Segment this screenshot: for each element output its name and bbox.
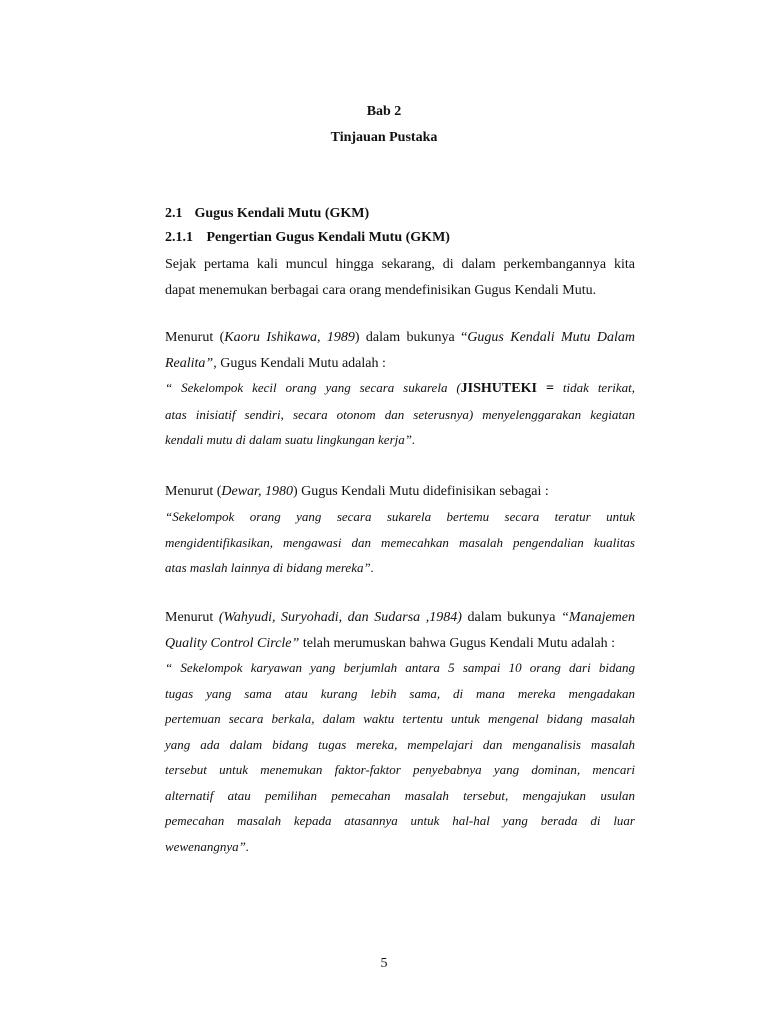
quote-line: wewenangnya”. [165,838,250,854]
definition-1-line [165,325,635,351]
citation-author: Dewar, 1980 [221,484,293,499]
quote-line: “Sekelompok orang yang secara sukarela bertemu secara teratur untuk [165,509,635,524]
subsection-heading [165,230,450,246]
book-title: “Manajemen [561,610,636,625]
subsection-title: Pengertian Gugus Kendali Mutu (GKM) [206,230,450,245]
quote-line: atas maslah lainnya di bidang mereka”. [165,560,374,575]
quote-line: tersebut untuk menemukan faktor-faktor penyebabnya yang dominan, mencari [165,762,635,777]
definition-2-line [165,479,635,505]
chapter-title: Tinjauan Pustaka [330,130,438,145]
text-mid: dalam bukunya [467,610,556,625]
definition-3-line [165,605,635,631]
intro-paragraph [165,252,635,303]
text-mid: ) dalam bukunya “ [354,330,468,345]
definition-1-line [165,351,635,377]
definition-3-line [165,631,635,657]
quote-line: kendali mutu di dalam suatu lingkungan kerja”. [165,432,416,447]
quote-line: atas inisiatif sendiri, secara otonom dan seterusnya) menyelenggarakan kegiatan [165,406,635,422]
quote-line: “ Sekelompok karyawan yang berjumlah antara 5 sampai 10 orang dari bidang [165,660,635,675]
page-number: 5 [380,956,388,971]
quote-line: mengidentifikasikan, mengawasi dan memecahkan masalah pengendalian kualitas [165,534,635,550]
quote-line: alternatif atau pemilihan pemecahan masalah tersebut, mengajukan usulan [165,787,635,803]
definition-3-quote [165,655,635,859]
intro-line: dapat menemukan berbagai cara orang mendefinisikan Gugus Kendali Mutu. [165,282,597,298]
definition-2-intro [165,479,635,505]
text-tail: , Gugus Kendali Mutu adalah : [213,355,386,371]
definition-3-intro [165,605,635,656]
quote-line: pertemuan secara berkala, dalam waktu tertentu untuk mengenal bidang masalah [165,711,635,726]
quote-line: yang ada dalam bidang tugas mereka, mempelajari dan menganalisis masalah [165,736,635,752]
text-tail: ) Gugus Kendali Mutu didefinisikan sebagai : [292,484,549,499]
citation-author: (Wahyudi, Suryohadi, dan Sudarsa ,1984) [218,610,462,625]
text-lead: Menurut [165,610,214,625]
text-lead: Menurut ( [165,330,225,345]
quote-text: tidak terikat, [554,380,636,395]
section-heading [165,206,369,222]
book-title: Quality Control Circle” [165,635,300,651]
chapter-label: Bab 2 [366,104,402,119]
intro-line: Sejak pertama kali muncul hingga sekarang, di dalam perkembangannya kita [165,257,635,272]
book-title: Realita” [165,355,214,371]
quote-line [165,375,635,402]
citation-author: Kaoru Ishikawa, 1989 [224,330,355,345]
quote-line: pemecahan masalah kepada atasannya untuk hal-hal yang berada di luar [165,813,635,828]
text-tail: telah merumuskan bahwa Gugus Kendali Mutu adalah : [302,635,616,651]
subsection-number: 2.1.1 [165,230,193,245]
quote-text: “ Sekelompok kecil orang yang secara sukarela ( [165,380,461,395]
definition-2-quote [165,504,635,581]
quote-line: tugas yang sama atau kurang lebih sama, di mana mereka mengadakan [165,685,635,701]
section-title: Gugus Kendali Mutu (GKM) [194,206,370,221]
quote-term: JISHUTEKI = [460,381,555,396]
definition-1-intro [165,325,635,376]
text-lead: Menurut ( [165,484,222,499]
definition-1-quote [165,375,635,453]
book-title: Gugus Kendali Mutu Dalam [467,330,635,345]
section-number: 2.1 [165,206,183,221]
